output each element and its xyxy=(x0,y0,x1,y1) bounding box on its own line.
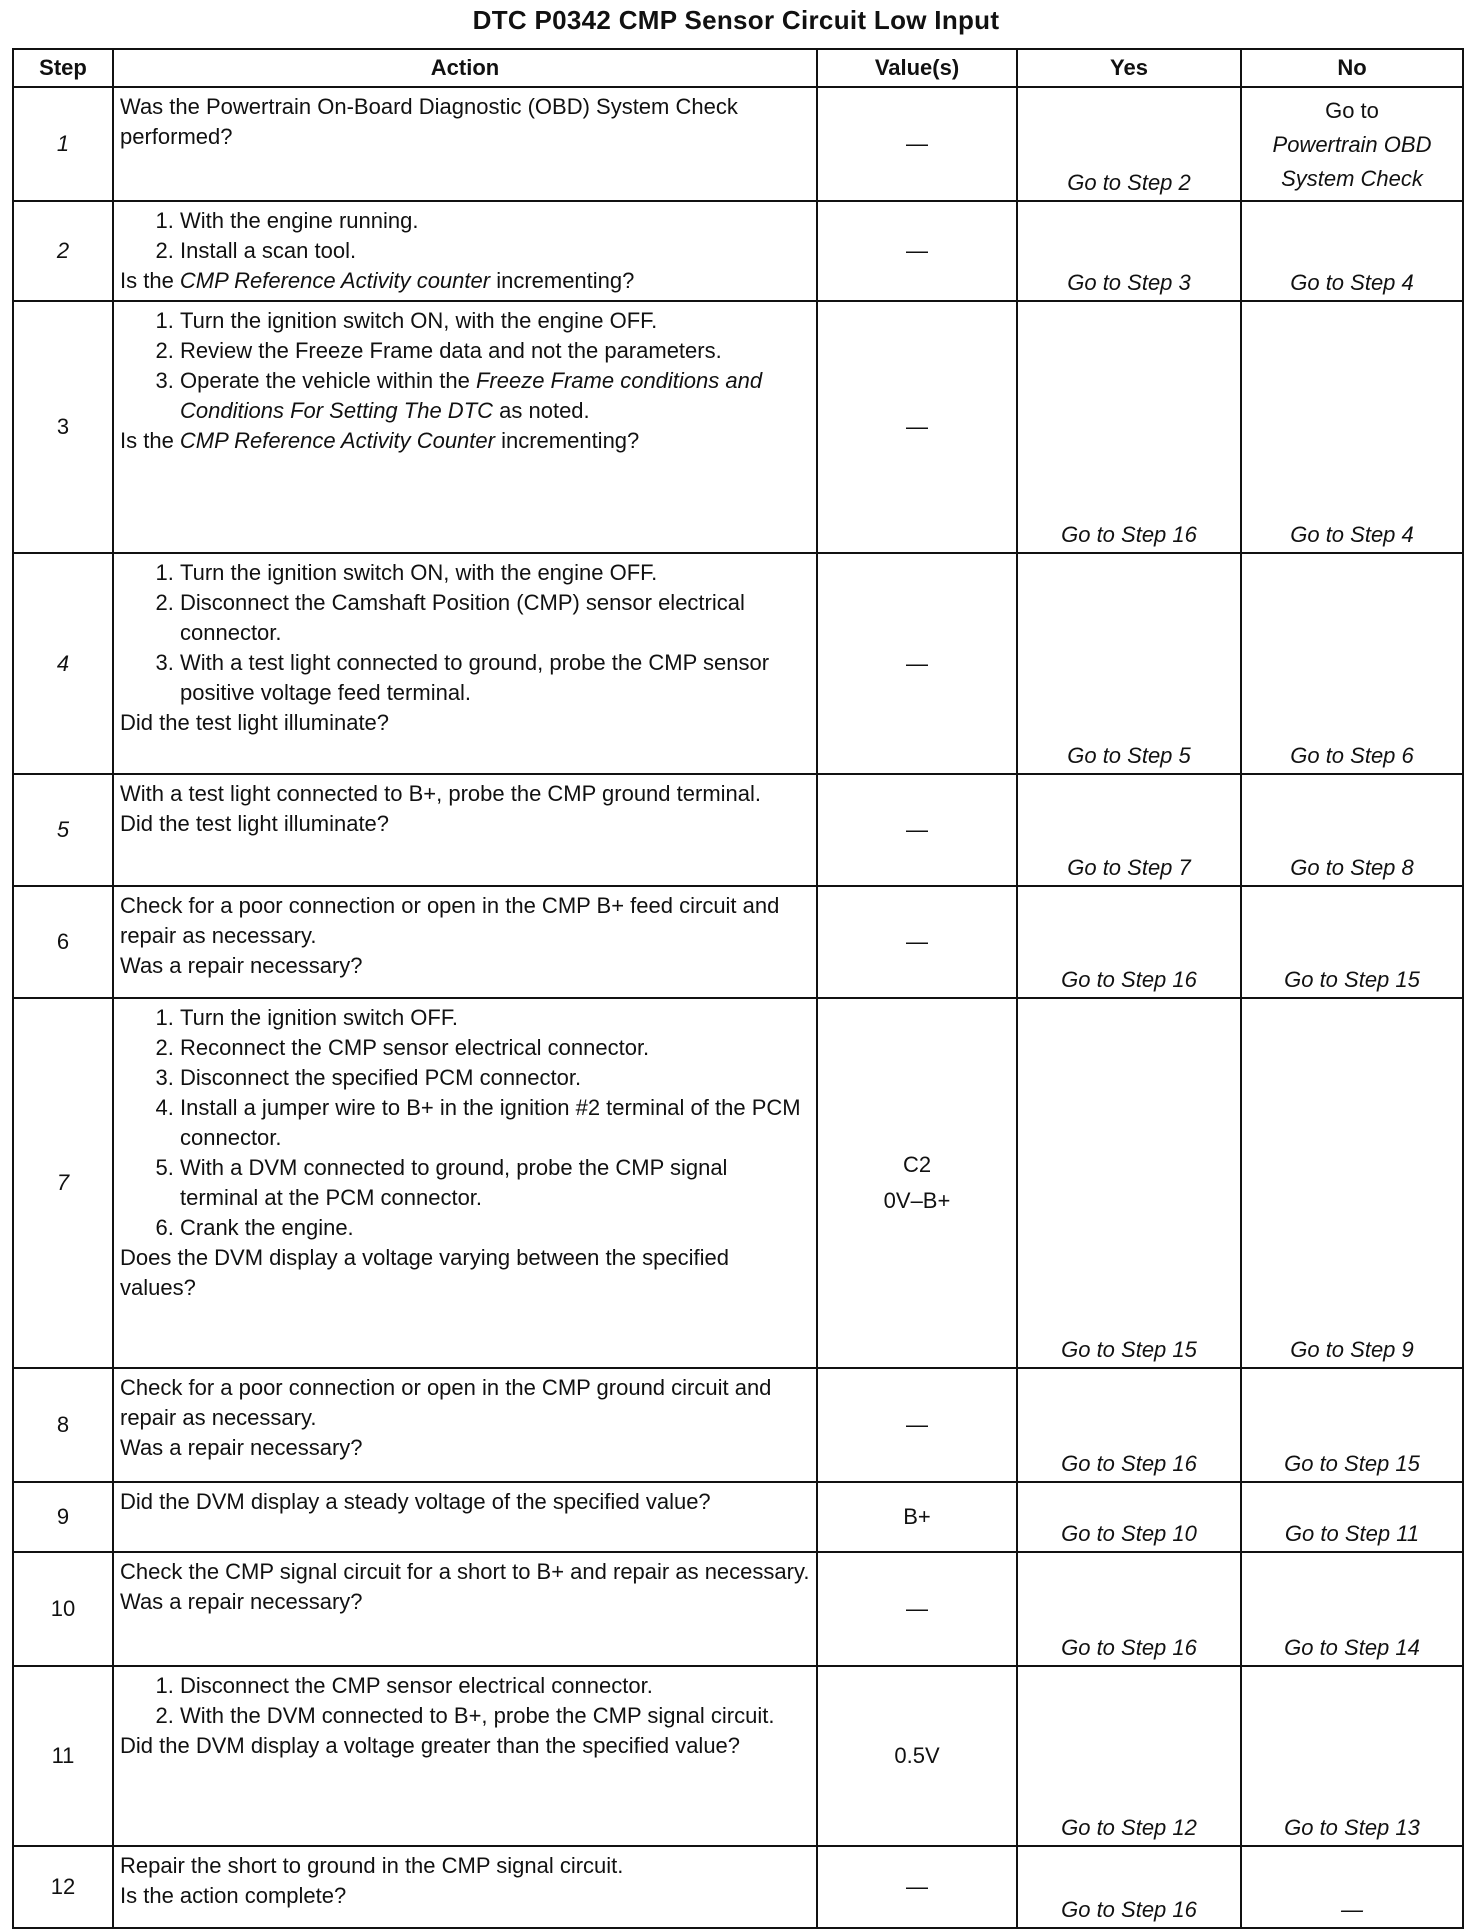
question-text: Is the xyxy=(120,428,180,453)
yes-cell: Go to Step 16 xyxy=(1017,301,1241,553)
action-cell xyxy=(113,886,817,998)
action-question xyxy=(120,266,810,296)
action-list-item: 1. Turn the ignition switch OFF. xyxy=(180,1003,810,1033)
action-cell xyxy=(113,201,817,301)
yes-cell: Go to Step 16 xyxy=(1017,886,1241,998)
action-list-item: 5. With a DVM connected to ground, probe the CMP signal terminal at the PCM connector. xyxy=(180,1153,810,1213)
table-row-step-6 xyxy=(13,886,1463,998)
value-cell: — xyxy=(817,553,1017,774)
step-number: 12 xyxy=(13,1846,113,1928)
table-row-step-8 xyxy=(13,1368,1463,1482)
table-row-step-2 xyxy=(13,201,1463,301)
table-row-step-10 xyxy=(13,1552,1463,1666)
action-list-item: 2. With the DVM connected to B+, probe the CMP signal circuit. xyxy=(180,1701,810,1731)
action-cell xyxy=(113,1482,817,1552)
step-number: 4 xyxy=(13,553,113,774)
table-header-row xyxy=(13,49,1463,87)
yes-cell: Go to Step 7 xyxy=(1017,774,1241,886)
action-text: Was the Powertrain On-Board Diagnostic (OBD) System Check performed? xyxy=(120,94,738,149)
value-cell: — xyxy=(817,301,1017,553)
action-question: Is the action complete? xyxy=(120,1883,347,1908)
no-cell: Go to Step 15 xyxy=(1241,886,1463,998)
value-cell: — xyxy=(817,87,1017,201)
action-list xyxy=(120,1671,810,1731)
action-list-item xyxy=(180,366,810,426)
action-cell xyxy=(113,998,817,1368)
table-row-step-11 xyxy=(13,1666,1463,1846)
action-text: Check for a poor connection or open in the CMP ground circuit and repair as necessary. xyxy=(120,1375,772,1430)
no-text-line: Go to xyxy=(1325,98,1379,123)
item-text: Operate the vehicle within the xyxy=(180,368,476,393)
action-list-item: 3. With a test light connected to ground, probe the CMP sensor positive voltage feed terminal. xyxy=(180,648,810,708)
value-cell: — xyxy=(817,886,1017,998)
value-cell: — xyxy=(817,774,1017,886)
no-cell: Go to Step 4 xyxy=(1241,301,1463,553)
action-question: Was a repair necessary? xyxy=(120,1589,363,1614)
no-cell: Go to Step 9 xyxy=(1241,998,1463,1368)
value-cell: B+ xyxy=(817,1482,1017,1552)
question-emphasis: CMP Reference Activity Counter xyxy=(179,428,495,453)
action-list-item: 3. Disconnect the specified PCM connector. xyxy=(180,1063,810,1093)
step-number: 1 xyxy=(13,87,113,201)
yes-cell: Go to Step 16 xyxy=(1017,1846,1241,1928)
step-number: 6 xyxy=(13,886,113,998)
column-header-yes: Yes xyxy=(1017,49,1241,87)
action-question: Did the test light illuminate? xyxy=(120,710,390,735)
action-cell xyxy=(113,553,817,774)
no-cell: Go to Step 13 xyxy=(1241,1666,1463,1846)
step-number: 8 xyxy=(13,1368,113,1482)
value-cell: — xyxy=(817,1846,1017,1928)
step-number: 9 xyxy=(13,1482,113,1552)
item-emphasis: Freeze Frame conditions and Conditions For Setting The DTC xyxy=(180,368,763,423)
action-list-item: 2. Reconnect the CMP sensor electrical connector. xyxy=(180,1033,810,1063)
step-number: 11 xyxy=(13,1666,113,1846)
diagnostic-table xyxy=(12,48,1464,1929)
action-question: Was a repair necessary? xyxy=(120,953,363,978)
action-cell xyxy=(113,1368,817,1482)
step-number: 5 xyxy=(13,774,113,886)
no-cell: Go to Step 4 xyxy=(1241,201,1463,301)
column-header-step: Step xyxy=(13,49,113,87)
value-line: 0V–B+ xyxy=(883,1188,951,1213)
action-list-item: 1. With the engine running. xyxy=(180,206,810,236)
no-cell: Go to Step 11 xyxy=(1241,1482,1463,1552)
action-list-item: 4. Install a jumper wire to B+ in the ignition #2 terminal of the PCM connector. xyxy=(180,1093,810,1153)
action-cell xyxy=(113,1846,817,1928)
action-list-item: 6. Crank the engine. xyxy=(180,1213,810,1243)
no-cell: Go to Step 6 xyxy=(1241,553,1463,774)
yes-cell: Go to Step 10 xyxy=(1017,1482,1241,1552)
action-text: Did the DVM display a steady voltage of the specified value? xyxy=(120,1489,711,1514)
value-line: C2 xyxy=(902,1152,932,1177)
value-cell: 0.5V xyxy=(817,1666,1017,1846)
no-cell: — xyxy=(1241,1846,1463,1928)
table-row-step-7 xyxy=(13,998,1463,1368)
value-cell: — xyxy=(817,1368,1017,1482)
yes-cell: Go to Step 15 xyxy=(1017,998,1241,1368)
table-row-step-3 xyxy=(13,301,1463,553)
table-row-step-12 xyxy=(13,1846,1463,1928)
action-question: Did the DVM display a voltage greater than the specified value? xyxy=(120,1733,741,1758)
no-text-line: Powertrain OBD xyxy=(1272,132,1432,157)
no-cell: Go to Step 14 xyxy=(1241,1552,1463,1666)
action-cell xyxy=(113,1666,817,1846)
no-cell xyxy=(1241,87,1463,201)
action-list-item: 2. Disconnect the Camshaft Position (CMP) sensor electrical connector. xyxy=(180,588,810,648)
table-row-step-1 xyxy=(13,87,1463,201)
yes-cell: Go to Step 16 xyxy=(1017,1368,1241,1482)
yes-cell: Go to Step 16 xyxy=(1017,1552,1241,1666)
table-row-step-4 xyxy=(13,553,1463,774)
action-text: With a test light connected to B+, probe the CMP ground terminal. xyxy=(120,781,761,806)
column-header-no: No xyxy=(1241,49,1463,87)
action-text: Check the CMP signal circuit for a short to B+ and repair as necessary. xyxy=(120,1559,810,1584)
no-cell: Go to Step 15 xyxy=(1241,1368,1463,1482)
question-text: Is the xyxy=(120,268,180,293)
page-title: DTC P0342 CMP Sensor Circuit Low Input xyxy=(472,5,1000,35)
action-list xyxy=(120,306,810,426)
yes-cell: Go to Step 12 xyxy=(1017,1666,1241,1846)
table-row-step-9 xyxy=(13,1482,1463,1552)
action-cell xyxy=(113,774,817,886)
no-cell: Go to Step 8 xyxy=(1241,774,1463,886)
action-cell xyxy=(113,1552,817,1666)
action-question: Was a repair necessary? xyxy=(120,1435,363,1460)
action-list-item: 1. Disconnect the CMP sensor electrical connector. xyxy=(180,1671,810,1701)
value-cell: — xyxy=(817,201,1017,301)
value-cell: — xyxy=(817,1552,1017,1666)
step-number: 10 xyxy=(13,1552,113,1666)
action-list xyxy=(120,558,810,708)
column-header-action: Action xyxy=(113,49,817,87)
action-cell xyxy=(113,87,817,201)
action-list-item: 1. Turn the ignition switch ON, with the engine OFF. xyxy=(180,558,810,588)
action-list xyxy=(120,206,810,266)
question-text: incrementing? xyxy=(490,268,635,293)
action-list-item: 2. Review the Freeze Frame data and not the parameters. xyxy=(180,336,810,366)
question-text: incrementing? xyxy=(494,428,640,453)
yes-cell: Go to Step 5 xyxy=(1017,553,1241,774)
action-text: Repair the short to ground in the CMP signal circuit. xyxy=(120,1853,624,1878)
value-cell xyxy=(817,998,1017,1368)
no-text-line: System Check xyxy=(1281,166,1423,191)
column-header-values: Value(s) xyxy=(817,49,1017,87)
action-question: Did the test light illuminate? xyxy=(120,811,390,836)
action-question: Does the DVM display a voltage varying between the specified values? xyxy=(120,1245,730,1300)
action-cell xyxy=(113,301,817,553)
question-emphasis: CMP Reference Activity counter xyxy=(179,268,491,293)
table-row-step-5 xyxy=(13,774,1463,886)
item-text: as noted. xyxy=(493,398,590,423)
action-question xyxy=(120,426,810,456)
action-list-item: 2. Install a scan tool. xyxy=(180,236,810,266)
step-number: 2 xyxy=(13,201,113,301)
step-number: 7 xyxy=(13,998,113,1368)
action-list xyxy=(120,1003,810,1243)
action-text: Check for a poor connection or open in the CMP B+ feed circuit and repair as necessary. xyxy=(120,893,780,948)
action-list-item: 1. Turn the ignition switch ON, with the engine OFF. xyxy=(180,306,810,336)
yes-cell: Go to Step 2 xyxy=(1017,87,1241,201)
yes-cell: Go to Step 3 xyxy=(1017,201,1241,301)
step-number: 3 xyxy=(13,301,113,553)
